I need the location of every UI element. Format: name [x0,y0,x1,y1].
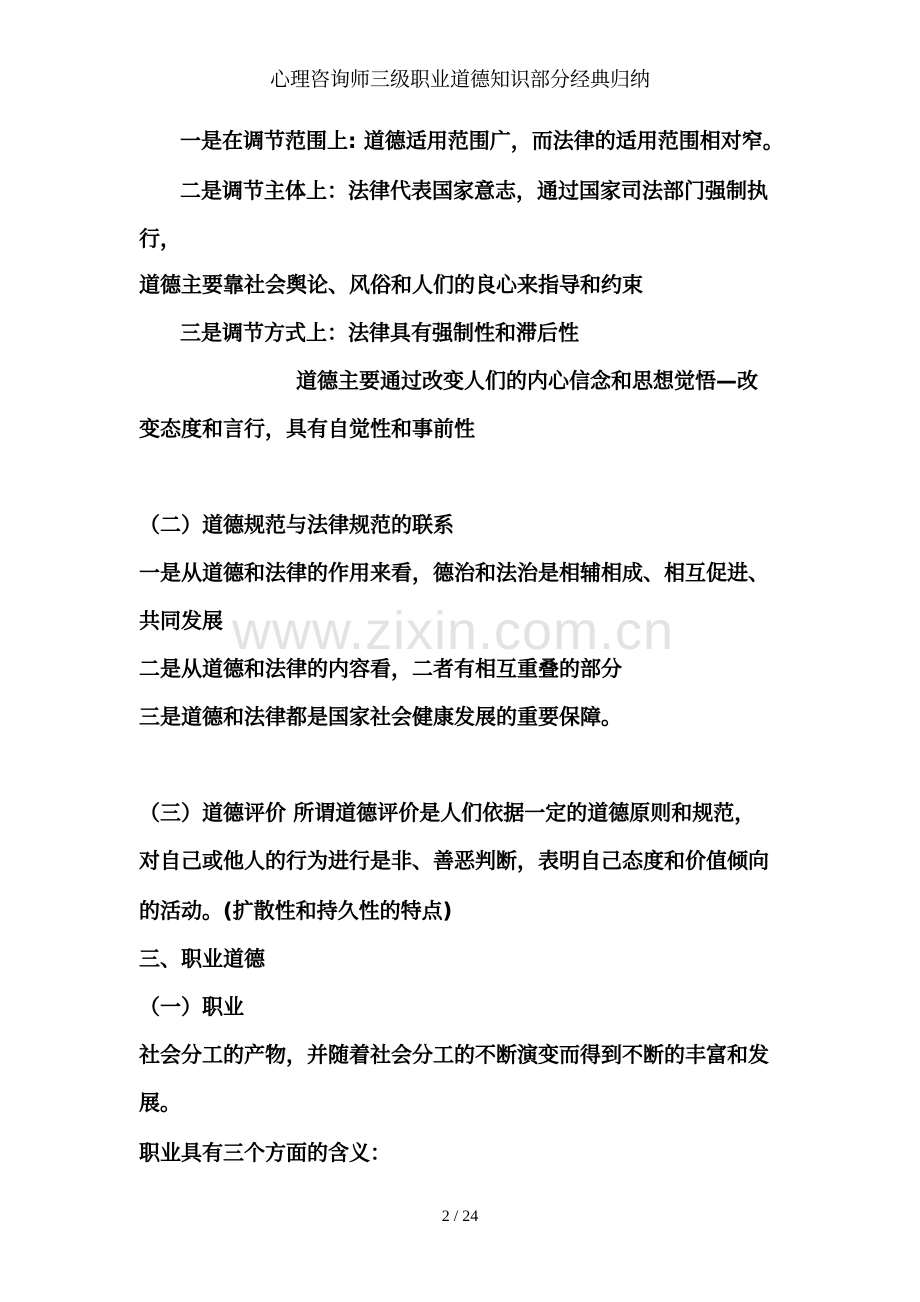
paragraph-line: 二是从道德和法律的内容看，二者有相互重叠的部分 [139,657,622,681]
section-heading: （一）职业 [139,995,244,1019]
paragraph-line: 二是调节主体上：法律代表国家意志，通过国家司法部门强制执 [180,179,768,203]
watermark: www.zixin.com.cn [232,601,675,661]
paragraph-line: 社会分工的产物，并随着社会分工的不断演变而得到不断的丰富和发 [139,1043,769,1067]
paragraph-line: 职业具有三个方面的含义： [139,1141,391,1165]
section-heading: （三）道德评价 所谓道德评价是人们依据一定的道德原则和规范， [139,801,756,825]
paragraph-line: 变态度和言行，具有自觉性和事前性 [139,417,475,441]
paragraph-line: 一是在调节范围上: 道德适用范围广，而法律的适用范围相对窄。 [180,129,784,153]
paragraph-line: 行， [139,227,181,251]
paragraph-line: 三是调节方式上：法律具有强制性和滞后性 [180,321,579,345]
paragraph-line: 一是从道德和法律的作用来看，德治和法治是相辅相成、相互促进、 [139,561,769,585]
paragraph-line: 道德主要靠社会舆论、风俗和人们的良心来指导和约束 [139,273,643,297]
paragraph-line: 共同发展 [139,609,223,633]
page-number: 2 / 24 [441,1208,479,1225]
paragraph-line: 道德主要通过改变人们的内心信念和思想觉悟—改 [296,369,758,393]
paragraph-line: 的活动。(扩散性和持久性的特点) [139,899,453,923]
section-heading: （二）道德规范与法律规范的联系 [139,513,454,537]
paragraph-line: 展。 [139,1091,181,1115]
paragraph-line: 对自己或他人的行为进行是非、善恶判断，表明自己态度和价值倾向 [139,849,769,873]
page-header-title: 心理咨询师三级职业道德知识部分经典归纳 [270,67,650,91]
paragraph-line: 三是道德和法律都是国家社会健康发展的重要保障。 [139,705,622,729]
chapter-heading: 三、职业道德 [139,947,265,971]
